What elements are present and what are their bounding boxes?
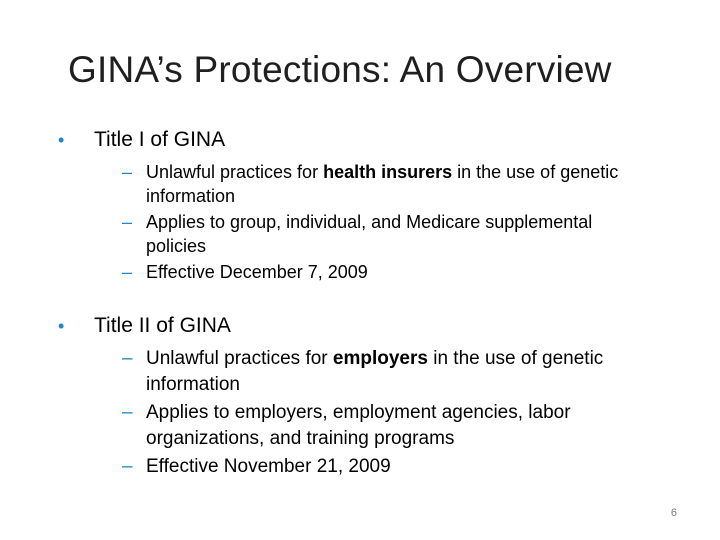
text-run: in the use of genetic — [452, 162, 619, 182]
dash-icon: – — [122, 212, 133, 232]
sub-bullet-line: organizations, and training programs — [146, 428, 455, 449]
sub-bullet-line: Applies to group, individual, and Medicare supplemental — [146, 212, 593, 232]
page-number: 6 — [670, 507, 677, 519]
bullet-dot-icon: • — [58, 130, 65, 150]
slide-title: GINA’s Protections: An Overview — [68, 49, 612, 90]
dash-icon: – — [122, 456, 133, 477]
sub-bullet-item — [122, 400, 698, 452]
bold-text: health insurers — [323, 162, 453, 182]
section-title-i — [58, 126, 698, 286]
dash-icon: – — [122, 262, 133, 282]
sub-bullet-line: Applies to employers, employment agencies, labor — [146, 402, 571, 423]
sub-bullet-line: Effective December 7, 2009 — [146, 262, 368, 282]
dash-icon: – — [122, 402, 133, 423]
sub-bullet-list — [58, 346, 698, 480]
bullet-item-title-ii — [58, 312, 698, 340]
section-title-ii — [58, 312, 698, 482]
sub-bullet-line: information — [146, 374, 240, 395]
section-heading: Title II of GINA — [94, 314, 231, 337]
text-run: in the use of genetic — [427, 348, 604, 369]
sub-bullet-item — [122, 210, 698, 258]
bold-text: employers — [332, 348, 428, 369]
sub-bullet-line: information — [146, 186, 236, 206]
sub-bullet-line: Effective November 21, 2009 — [146, 456, 391, 477]
section-heading: Title I of GINA — [94, 128, 226, 151]
text-run: Unlawful practices for — [146, 162, 324, 182]
sub-bullet-list — [58, 160, 698, 284]
sub-bullet-line — [146, 160, 698, 184]
bullet-item-title-i — [58, 126, 698, 154]
text-run: Unlawful practices for — [146, 348, 333, 369]
sub-bullet-item — [122, 160, 698, 208]
sub-bullet-line: policies — [146, 236, 207, 256]
sub-bullet-item — [122, 454, 698, 480]
dash-icon: – — [122, 162, 133, 182]
sub-bullet-line — [146, 346, 698, 372]
bullet-dot-icon: • — [58, 316, 65, 336]
sub-bullet-item — [122, 260, 698, 284]
sub-bullet-item — [122, 346, 698, 398]
dash-icon: – — [122, 348, 133, 369]
